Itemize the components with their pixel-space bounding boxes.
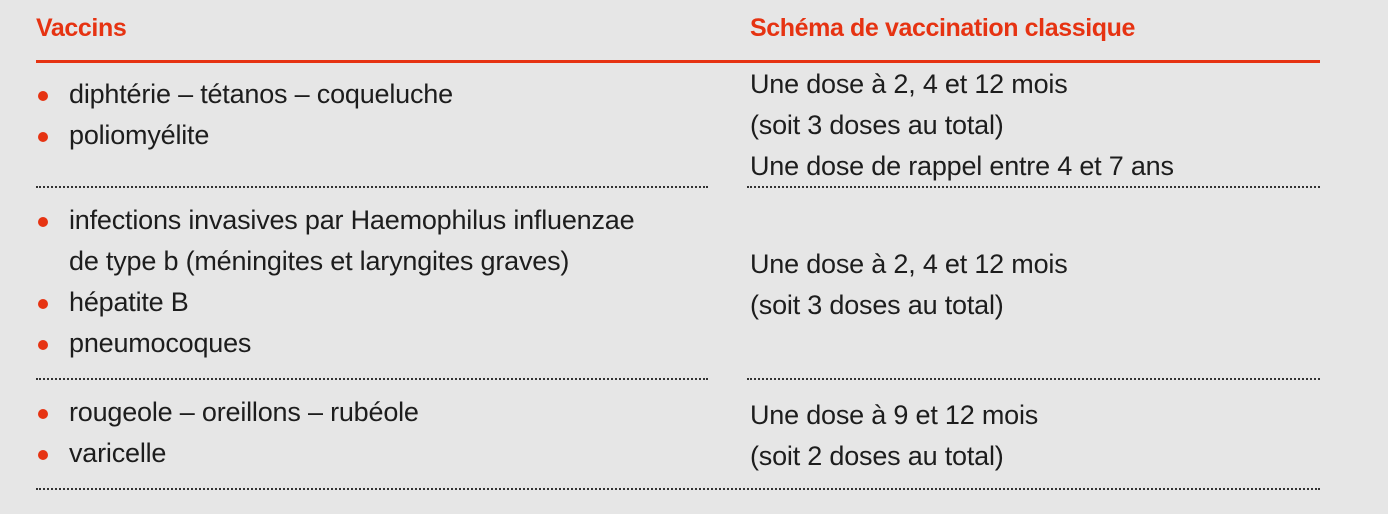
vaccine-label: rougeole – oreillons – rubéole [69, 397, 419, 427]
vaccine-label: pneumocoques [69, 328, 252, 358]
list-item [36, 200, 634, 241]
list-item [36, 323, 634, 364]
vaccine-label: de type b (méningites et laryngites graves) [69, 246, 570, 276]
vaccine-label: varicelle [69, 438, 167, 468]
vaccine-list [36, 74, 453, 156]
list-item [36, 282, 634, 323]
vaccine-label: diphtérie – tétanos – coqueluche [69, 79, 453, 109]
bullet-icon [38, 91, 48, 101]
schedule-line: (soit 2 doses au total) [750, 441, 1004, 471]
bullet-icon [38, 132, 48, 142]
bullet-icon [38, 299, 48, 309]
schedule-line: Une dose à 9 et 12 mois [750, 400, 1039, 430]
row-divider [747, 186, 1320, 188]
bullet-icon [38, 217, 48, 227]
bullet-icon [38, 409, 48, 419]
row-divider [747, 378, 1320, 380]
row-divider [36, 186, 708, 188]
schedule-line: Une dose à 2, 4 et 12 mois [750, 69, 1068, 99]
column-header-vaccins: Vaccins [36, 14, 127, 42]
column-header-schema: Schéma de vaccination classique [750, 14, 1136, 42]
schedule-line: (soit 3 doses au total) [750, 110, 1004, 140]
vaccine-label: poliomyélite [69, 120, 210, 150]
schedule-line: Une dose de rappel entre 4 et 7 ans [750, 151, 1174, 181]
schedule-text [750, 244, 1068, 326]
table-header [36, 12, 1320, 63]
bullet-icon [38, 450, 48, 460]
vaccine-label: hépatite B [69, 287, 189, 317]
row-divider [36, 378, 708, 380]
schedule-text [750, 395, 1038, 477]
bullet-icon [38, 340, 48, 350]
vaccine-list [36, 200, 634, 364]
list-item [36, 74, 453, 115]
list-item [36, 433, 419, 474]
list-item [36, 115, 453, 156]
schedule-line: (soit 3 doses au total) [750, 290, 1004, 320]
list-item-continuation [36, 241, 634, 282]
schedule-text [750, 64, 1174, 187]
vaccine-label: infections invasives par Haemophilus influenzae [69, 205, 635, 235]
list-item [36, 392, 419, 433]
row-divider [36, 488, 1320, 490]
vaccine-list [36, 392, 419, 474]
schedule-line: Une dose à 2, 4 et 12 mois [750, 249, 1068, 279]
